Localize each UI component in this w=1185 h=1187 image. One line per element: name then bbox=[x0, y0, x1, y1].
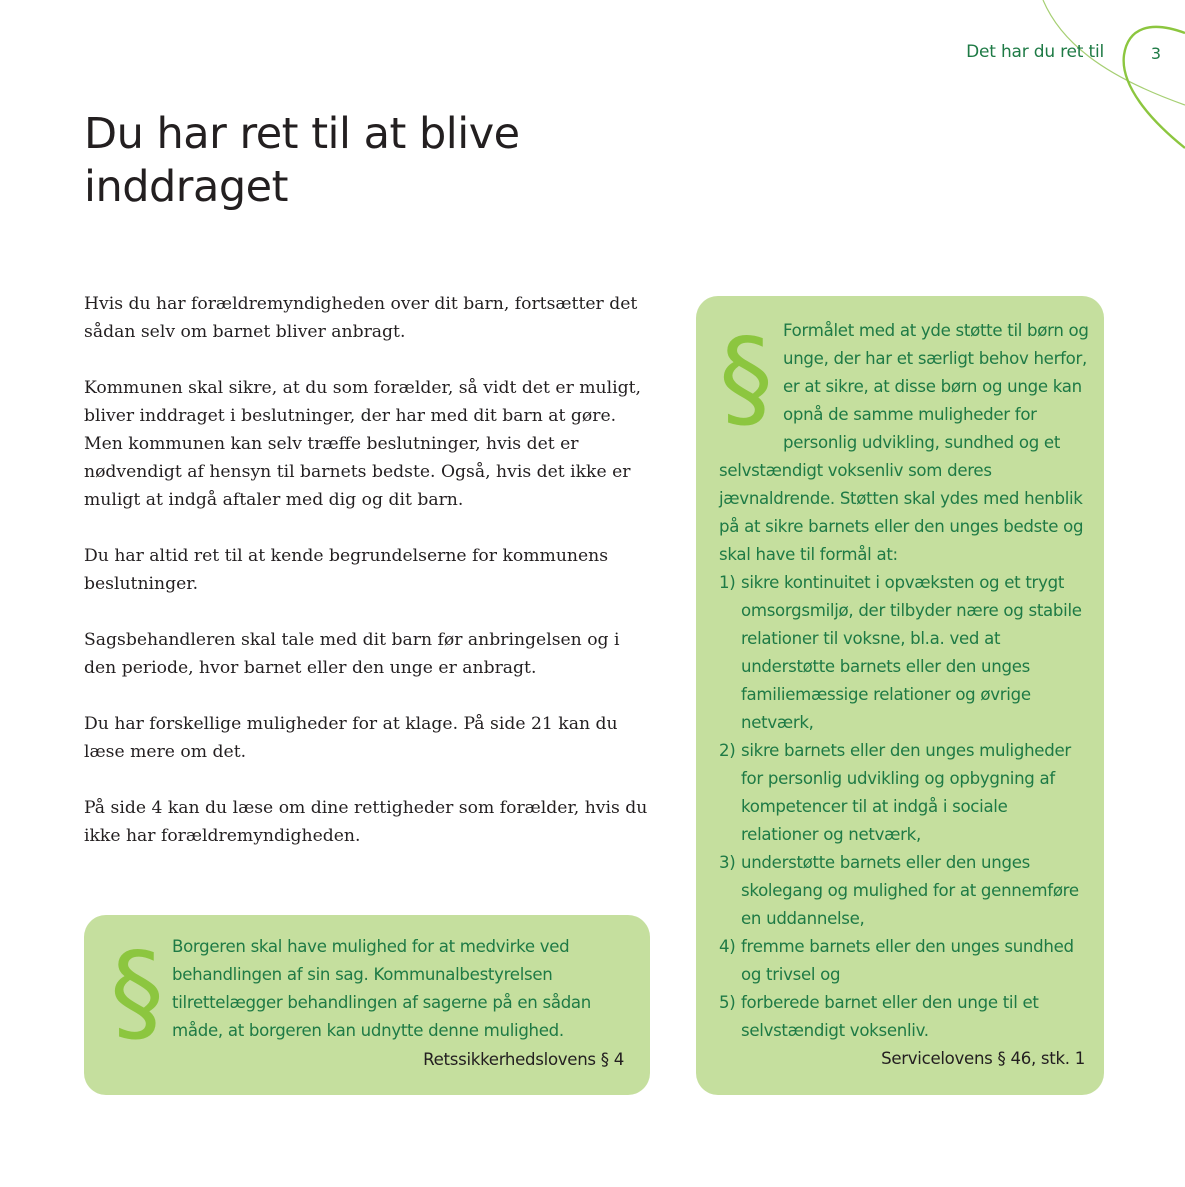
law-item-list bbox=[719, 569, 1089, 1045]
body-paragraph: Du har forskellige muligheder for at klage. På side 21 kan du læse mere om det. bbox=[84, 714, 618, 762]
law-list-item bbox=[719, 849, 1089, 933]
law-quote-box-serviceloven bbox=[696, 296, 1104, 1095]
law-quote-text: Borgeren skal have mulighed for at medvirke ved behandlingen af sin sag. Kommunalbestyrelsen tilrettelægger behandlingen af sagerne på en sådan måde, at borgeren kan udnytte denne mulighed. bbox=[172, 937, 592, 1040]
running-header: Det har du ret til bbox=[966, 42, 1104, 62]
list-number: 2) bbox=[719, 741, 736, 760]
list-number: 4) bbox=[719, 937, 736, 956]
law-list-item bbox=[719, 569, 1089, 737]
list-item-text: understøtte barnets eller den unges skolegang og mulighed for at gennemføre en uddannelse, bbox=[741, 853, 1079, 928]
body-paragraph: Du har altid ret til at kende begrundelserne for kommunens beslutninger. bbox=[84, 546, 609, 594]
list-number: 5) bbox=[719, 993, 736, 1012]
body-paragraph: Sagsbehandleren skal tale med dit barn før anbringelsen og i den periode, hvor barnet eller den unge er anbragt. bbox=[84, 630, 620, 678]
list-number: 1) bbox=[719, 573, 736, 592]
list-item-text: forberede barnet eller den unge til et selvstændigt voksenliv. bbox=[741, 993, 1039, 1040]
body-paragraph: På side 4 kan du læse om dine rettigheder som forælder, hvis du ikke har forældremyndigheden. bbox=[84, 798, 648, 846]
page-number: 3 bbox=[1150, 44, 1162, 63]
body-text bbox=[84, 290, 654, 878]
list-item-text: sikre barnets eller den unges muligheder for personlig udvikling og opbygning af kompetencer til at indgå i sociale relationer og netværk, bbox=[741, 741, 1071, 844]
body-paragraph: Hvis du har forældremyndigheden over dit barn, fortsætter det sådan selv om barnet bliver anbragt. bbox=[84, 294, 638, 342]
paragraph-sign-icon: § bbox=[110, 930, 164, 1055]
law-list-item bbox=[719, 933, 1089, 989]
list-number: 3) bbox=[719, 853, 736, 872]
law-quote-intro: Formålet med at yde støtte til børn og unge, der har et særligt behov herfor, er at sikre, at disse børn og unge kan opnå de samme muligheder for personlig udvikling, sundhed og et selvstændigt voksenliv som deres jævnaldrende. Støtten skal ydes med henblik på at sikre barnets eller den unges bedste og skal have til formål at: bbox=[719, 321, 1089, 564]
law-list-item bbox=[719, 737, 1089, 849]
page-title: Du har ret til at blive inddraget bbox=[84, 109, 520, 212]
law-citation: Retssikkerhedslovens § 4 bbox=[423, 1050, 624, 1069]
body-paragraph: Kommunen skal sikre, at du som forælder, så vidt det er muligt, bliver inddraget i beslutninger, der har med dit barn at gøre. Men kommunen kan selv træffe beslutninger, hvis det er nødvendigt af hensyn til barnets bedste. Også, hvis det ikke er muligt at indgå aftaler med dig og dit barn. bbox=[84, 378, 641, 510]
list-item-text: sikre kontinuitet i opvæksten og et trygt omsorgsmiljø, der tilbyder nære og stabile relationer til voksne, bl.a. ved at understøtte barnets eller den unges familiemæssige relationer og øvrige netværk, bbox=[741, 573, 1082, 732]
law-citation: Servicelovens § 46, stk. 1 bbox=[881, 1049, 1085, 1068]
list-item-text: fremme barnets eller den unges sundhed og trivsel og bbox=[741, 937, 1074, 984]
law-list-item bbox=[719, 989, 1089, 1045]
paragraph-sign-icon: § bbox=[719, 316, 773, 441]
law-quote-box-retssikkerhedsloven bbox=[84, 915, 650, 1095]
